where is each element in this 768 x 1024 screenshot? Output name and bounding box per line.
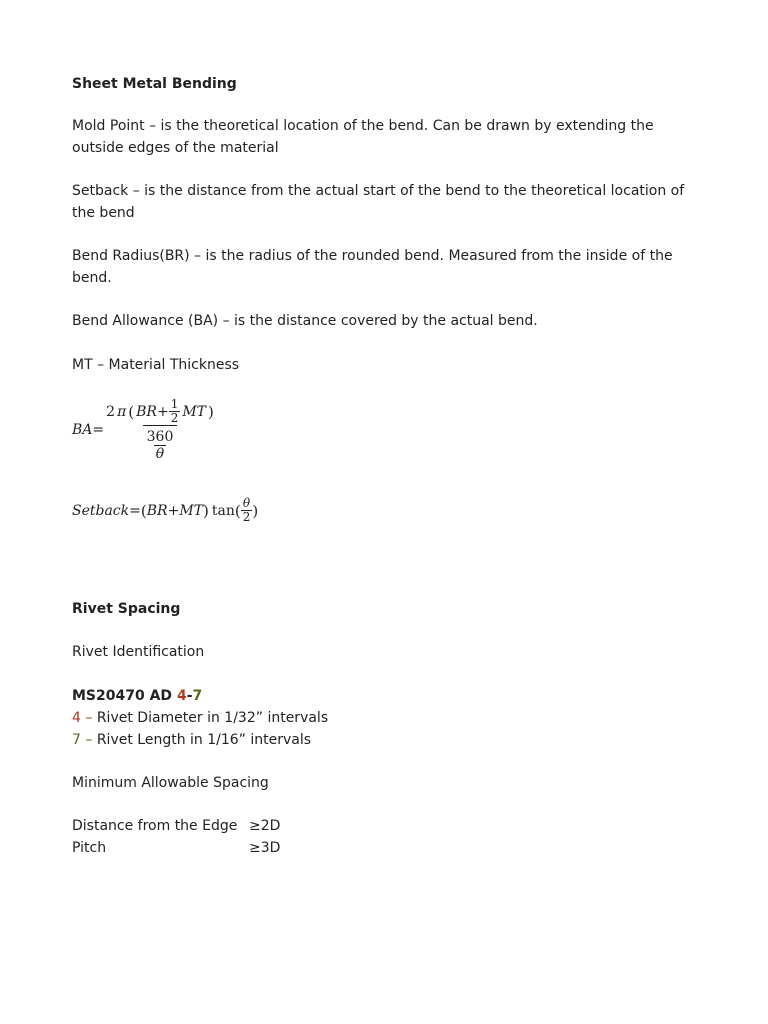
heading-rivet-spacing: Rivet Spacing: [72, 601, 181, 617]
subheading-rivet-identification: Rivet Identification: [72, 644, 205, 660]
formula-ba-theta: θ: [155, 446, 165, 462]
formula-ba-denominator: [143, 425, 178, 462]
formula-ba-half: [169, 398, 181, 425]
spacing-pitch-value: ≥3D: [249, 840, 281, 856]
formula-bend-allowance: [72, 398, 216, 462]
part-number-length-code: 7: [192, 688, 203, 704]
formula-ba-inner-fraction: [145, 429, 176, 462]
formula-setback-br: BR: [146, 502, 168, 519]
definition-setback: Setback – is the distance from the actual start of the bend to the theoretical location of the bend: [72, 183, 685, 221]
formula-setback-mt: MT: [179, 502, 203, 519]
formula-ba-two: 2: [106, 403, 116, 420]
legend-diameter-code: 4: [72, 710, 81, 726]
formula-setback-theta: θ: [242, 496, 251, 510]
formula-setback-lhs: Setback: [72, 502, 130, 519]
rivet-part-number: [72, 685, 202, 707]
legend-length-text: Rivet Length in 1/16” intervals: [96, 732, 312, 748]
formula-setback-tan: tan: [211, 502, 235, 519]
formula-setback-plus: +: [167, 502, 180, 519]
formula-ba-plus: +: [156, 403, 169, 420]
formula-ba-fraction: [104, 398, 216, 462]
formula-ba-mt: MT: [182, 403, 207, 420]
formula-ba-br: BR: [136, 403, 157, 420]
legend-length-code: 7: [72, 732, 81, 748]
part-number-diameter-code: 4: [176, 688, 187, 704]
heading-sheet-metal-bending: Sheet Metal Bending: [72, 76, 237, 92]
spacing-edge-label: Distance from the Edge: [72, 818, 238, 834]
legend-diameter-text: Rivet Diameter in 1/32” intervals: [96, 710, 329, 726]
formula-ba-pi: π: [117, 403, 127, 420]
legend-length-sep: –: [80, 732, 97, 748]
legend-length: [72, 729, 311, 751]
formula-setback: Setback = ( BR + MT ) tan ( $\frac{\theta}{2}$ ): [72, 496, 259, 524]
definition-mold-point: Mold Point – is the theoretical location of the bend. Can be drawn by extending the outside edges of the material: [72, 118, 654, 156]
part-number-prefix: MS20470 AD: [72, 688, 177, 704]
definition-bend-allowance: Bend Allowance (BA) – is the distance covered by the actual bend.: [72, 313, 538, 329]
formula-ba-half-den: 2: [170, 411, 179, 425]
formula-ba-half-num: 1: [170, 397, 179, 411]
formula-setback-two: 2: [242, 510, 251, 524]
part-number-dash: -: [186, 688, 193, 704]
definition-material-thickness: MT – Material Thickness: [72, 357, 240, 373]
definition-bend-radius: Bend Radius(BR) – is the radius of the rounded bend. Measured from the inside of the bend.: [72, 248, 673, 286]
spacing-pitch-label: Pitch: [72, 840, 107, 856]
formula-setback-fraction: [241, 497, 253, 524]
formula-ba-numerator: 2 π ( BR + $\frac{1}{2}$ MT ): [106, 397, 214, 425]
minimum-spacing-title: Minimum Allowable Spacing: [72, 775, 269, 791]
legend-diameter: [72, 707, 328, 729]
formula-setback-equals: =: [129, 502, 141, 519]
spacing-edge-value: ≥2D: [249, 818, 281, 834]
formula-ba-lhs: BA: [72, 422, 93, 438]
legend-diameter-sep: –: [80, 710, 97, 726]
formula-ba-equals: =: [92, 422, 105, 438]
formula-ba-360: 360: [146, 429, 174, 445]
